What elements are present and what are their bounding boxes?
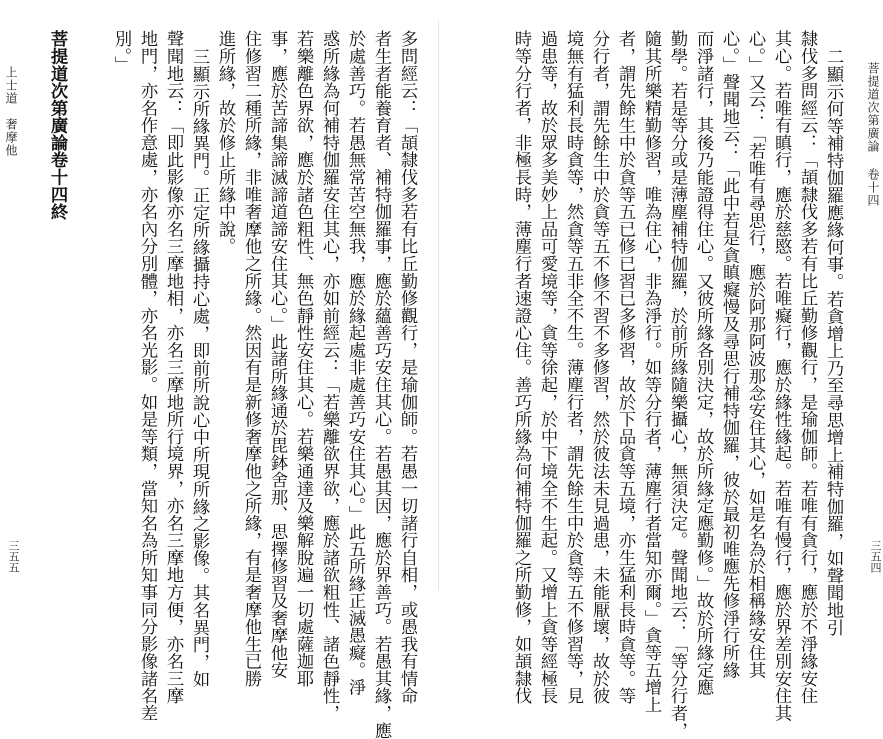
left-running-header: 上士道 奢摩他 <box>4 66 18 157</box>
text-column: 心。」聲聞地云：「此中若是貪瞋癡慢及尋思行補特伽羅，彼於最初唯應先修淨行所緣 <box>719 30 739 679</box>
text-column: 分行者，謂先餘生中於貪等五不修不習不多修習，然於彼法未見過患，未能厭壞，故於彼 <box>589 30 609 705</box>
right-page-number: 三五四 <box>869 540 882 573</box>
text-column: 者，謂先餘生中於貪等五已修已習已多修習，故於下品貪等五境，亦生猛利長時貪等。等 <box>615 30 635 705</box>
text-column: 勤學。若是等分或是薄塵補特伽羅，於前所緣隨樂攝心，無須決定。聲聞地云：「等分行者， <box>667 30 687 739</box>
text-column: 聲聞地云：「即此影像亦名三摩地相，亦名三摩地所行境界，亦名三摩地方便，亦名三摩 <box>163 30 183 705</box>
text-column: 隨其所樂精勤修習，唯為住心，非為淨行。如等分行者，薄塵行者當知亦爾。」貪等五增上 <box>641 30 661 713</box>
text-column: 進所緣，故於修止所緣中說。 <box>215 30 235 255</box>
left-page-number: 三五五 <box>7 540 20 573</box>
right-running-header: 菩提道次第廣論 卷十四 <box>866 62 880 207</box>
text-column: 隸伐多問經云：「頡隸伐多若有比丘勤修觀行，是瑜伽師。若唯有貪行，應於不淨緣安住 <box>797 30 817 705</box>
text-column: 別。」 <box>111 30 131 74</box>
text-column: 其心。若唯有瞋行，應於慈愍。若唯癡行，應於緣性緣起。若唯有慢行，應於界差別安住其 <box>771 30 791 722</box>
text-column: 過患等，故於眾多美妙上品可愛境等，貪等徐起，於中下境全不生起。又增上貪等經極長 <box>537 30 557 705</box>
text-column: 時等分行者，非極長時，薄塵行者速證心住。善巧所緣為何補特伽羅之所勤修，如頡隸伐 <box>511 30 531 705</box>
text-column: 若樂離色界欲，應於諸色粗性、無色靜性安住其心。若樂通達及樂解脫遍一切處薩迦耶 <box>293 30 313 688</box>
text-column: 二顯示何等補特伽羅應緣何事。若貪增上乃至尋思增上補特伽羅，如聲聞地引 <box>823 48 843 636</box>
text-column: 地門，亦名作意處，亦名內分別體，亦名光影。如是等類，當知名為所知事同分影像諸名差 <box>137 30 157 722</box>
text-column: 住修習二種所緣，非唯奢摩他之所緣。然因有是新修奢摩他之所緣，有是奢摩他生已勝 <box>241 30 261 688</box>
text-column: 三顯示所緣異門。正定所緣攝持心處，即前所說心中所現所緣之影像。其名異門，如 <box>189 48 209 688</box>
text-column: 者生者能養育者、補特伽羅事，應於蘊善巧安住其心。若愚其因，應於界善巧。若愚其緣，應 <box>371 30 391 739</box>
text-column: 於處善巧。若愚無常苦空無我，應於緣起處非處善巧安住其心。」此五所緣正滅愚癡。淨 <box>345 30 365 696</box>
text-column: 心。」又云：「若唯有尋思行，應於阿那阿波那念安住其心，如是名為於相稱緣安住其 <box>745 30 765 679</box>
text-column: 事，應於苦諦集諦滅諦道諦安住其心。」此諸所緣通於毘鉢舍那、思擇修習及奢摩他安 <box>267 30 287 679</box>
volume-end-marker: 菩提道次第廣論卷十四終 <box>47 30 67 221</box>
text-column: 惑所緣為何補特伽羅安住其心，亦如前經云：「若樂離欲界欲，應於諸欲粗性、諸色靜性， <box>319 30 339 722</box>
text-column: 多問經云：「頡隸伐多若有比丘勤修觀行，是瑜伽師。若愚一切諸行自相，或愚我有情命 <box>397 30 417 705</box>
text-column: 而淨諸行，其後乃能證得住心。又彼所緣各別決定，故於所緣定應勤修。」故於所緣定應 <box>693 30 713 696</box>
page-gutter <box>438 20 439 590</box>
text-column: 境無有猛利長時貪等，然貪等五非全不生。薄塵行者，謂先餘生中於貪等五不修習等，見 <box>563 30 583 705</box>
